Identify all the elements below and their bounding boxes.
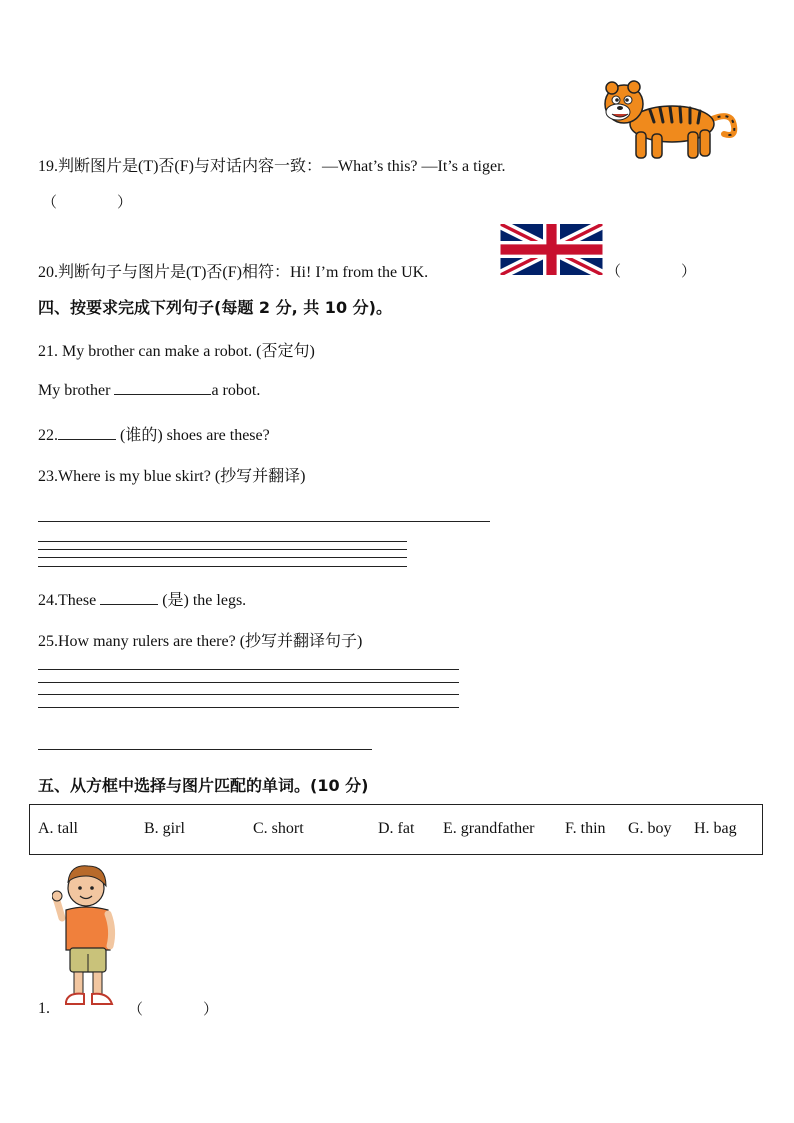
question-23: 23.Where is my blue skirt? (抄写并翻译) — [38, 468, 306, 485]
item-1-answer-blank[interactable]: （ ） — [128, 1002, 219, 1018]
question-24-answer-blank[interactable] — [100, 590, 158, 605]
question-19 — [38, 153, 506, 176]
writing-line[interactable] — [38, 682, 459, 683]
question-22-answer-blank[interactable] — [58, 425, 116, 440]
writing-line[interactable] — [38, 669, 459, 670]
uk-flag — [500, 224, 603, 275]
word-option: E. grandfather — [443, 820, 535, 837]
writing-line[interactable] — [38, 521, 490, 522]
question-24 — [38, 587, 246, 610]
word-option: C. short — [253, 820, 304, 837]
writing-line[interactable] — [38, 694, 459, 695]
question-22-text: (谁的) shoes are these? — [116, 427, 270, 444]
writing-line[interactable] — [38, 549, 407, 550]
word-option: D. fat — [378, 820, 415, 837]
word-option: B. girl — [144, 820, 185, 837]
question-21: 21. My brother can make a robot. (否定句) — [38, 343, 315, 360]
question-22 — [38, 422, 270, 445]
question-20-text: 20.判断句子与图片是(T)否(F)相符：Hi! I’m from the UK. — [38, 264, 429, 281]
word-option: A. tall — [38, 820, 78, 837]
question-21-answer-blank[interactable] — [114, 380, 211, 395]
word-option: F. thin — [565, 820, 606, 837]
question-21-answer-suffix: a robot. — [211, 382, 261, 399]
question-24-prefix: 24.These — [38, 592, 97, 609]
writing-line[interactable] — [38, 566, 407, 567]
question-25: 25.How many rulers are there? (抄写并翻译句子) — [38, 633, 363, 650]
writing-line[interactable] — [38, 749, 372, 750]
question-19-text: 19.判断图片是(T)否(F)与对话内容一致：—What’s this? —It’s a tiger. — [38, 158, 506, 175]
word-option: G. boy — [628, 820, 672, 837]
question-21-answer — [38, 380, 260, 400]
word-option: H. bag — [694, 820, 737, 837]
item-1-number: 1. — [38, 1000, 50, 1017]
question-21-answer-prefix: My brother — [38, 382, 111, 399]
writing-line[interactable] — [38, 557, 407, 558]
question-19-answer-blank[interactable]: （ ） — [42, 195, 133, 211]
question-24-suffix: (是) the legs. — [158, 592, 247, 609]
boy-illustration — [52, 860, 124, 1012]
question-20 — [38, 259, 428, 282]
writing-line[interactable] — [38, 541, 407, 542]
section-5-heading: 五、从方框中选择与图片匹配的单词。(10 分) — [38, 776, 369, 795]
writing-line[interactable] — [38, 707, 459, 708]
section-4-heading: 四、按要求完成下列句子(每题 2 分, 共 10 分)。 — [38, 298, 392, 317]
question-20-answer-blank[interactable]: （ ） — [606, 264, 697, 280]
question-22-number: 22. — [38, 427, 58, 444]
tiger-illustration — [600, 80, 740, 166]
